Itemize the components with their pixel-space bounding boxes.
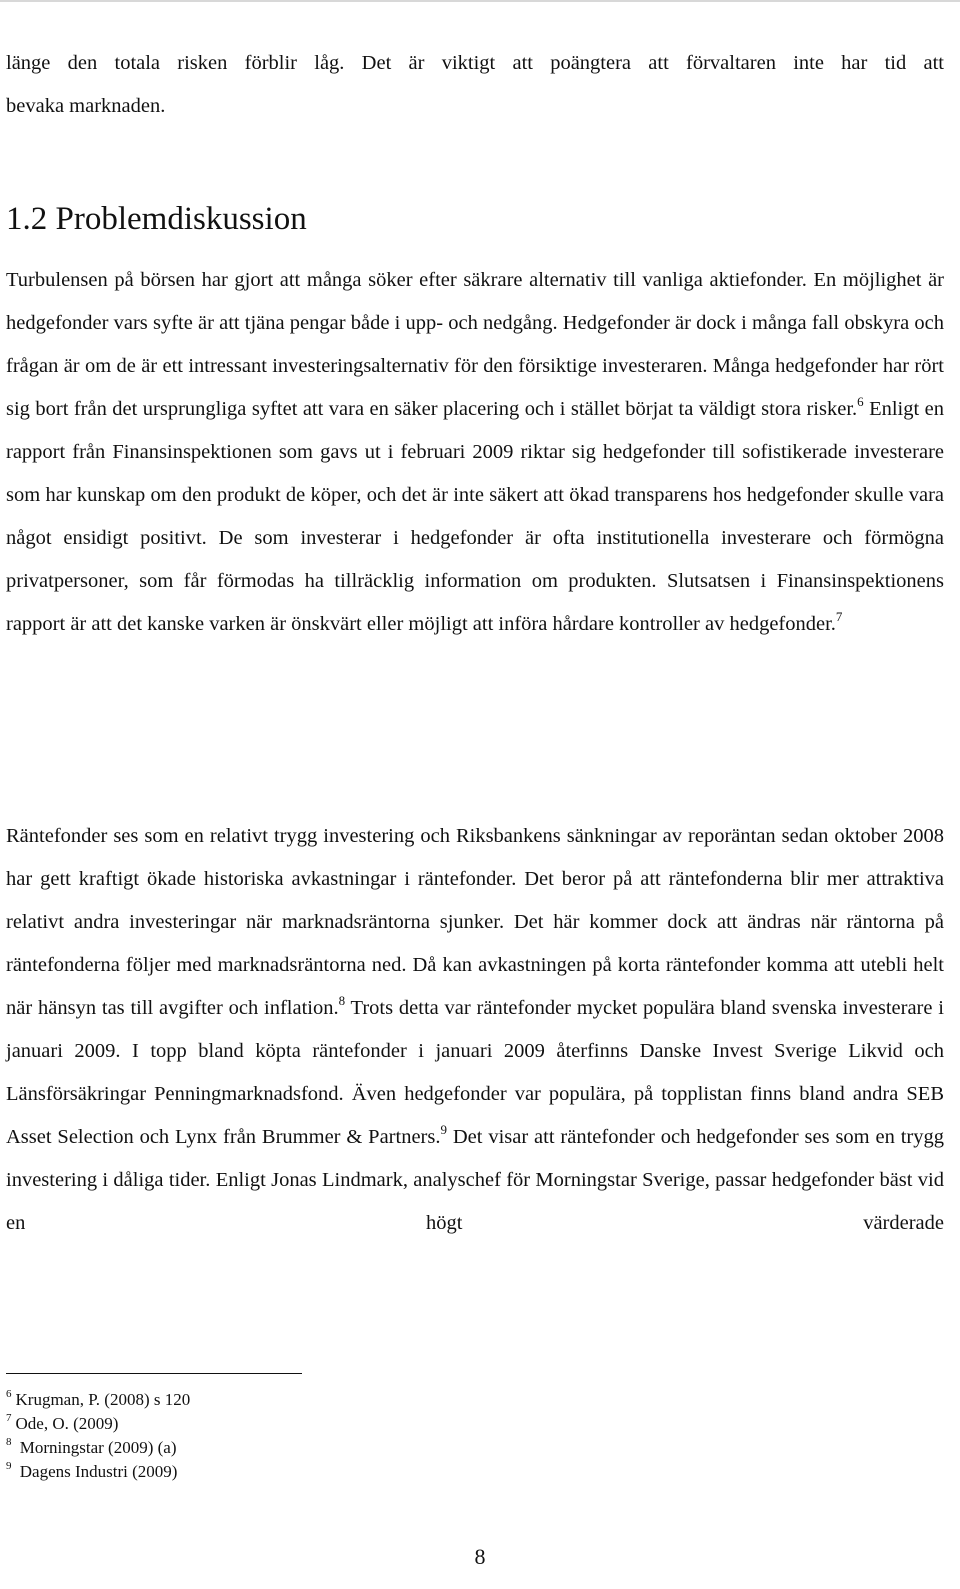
footnote-ref-8: 8: [338, 993, 346, 1008]
section-heading: 1.2 Problemdiskussion: [6, 201, 307, 237]
footnote-text: Ode, O. (2009): [15, 1414, 119, 1433]
top-border: [0, 0, 960, 2]
problem-text-2: Enligt en rapport från Finansinspektionen som gavs ut i februari 2009 riktar sig hedgefonder till sofistikerade investerare som har kunskap om den produkt de köper, och det är inte säkert att ökad transparens hos hedgefonder skulle vara något ensidigt positivt. De som investerar i hedgefonder är ofta institutionella investerare och förmögna privatpersoner, som får förmodas ha tillräcklig information om produkten. Slutsatsen i Finansinspektionens rapport är att det kanske varken är önskvärt eller möjligt att införa hårdare kontroller av hedgefonder.: [6, 398, 944, 635]
footnote-number: 9: [6, 1460, 12, 1472]
footnote-text: Morningstar (2009) (a): [15, 1438, 177, 1457]
footnotes: [6, 1388, 190, 1484]
intro-line-1: länge den totala risken förblir låg. Det är viktigt att poängtera att förvaltaren inte har tid att: [6, 52, 944, 74]
footnote-number: 6: [6, 1388, 12, 1400]
footnote-item: [6, 1388, 190, 1412]
rantefonder-text-3: Det visar att räntefonder och hedgefonder ses som en trygg investering i dåliga tider. Enligt Jonas Lindmark, analyschef för Morningstar Sverige, passar hedgefonder bäst vid en högt värderade: [6, 1126, 944, 1234]
footnote-item: [6, 1460, 190, 1484]
rantefonder-text-2: Trots detta var räntefonder mycket populära bland svenska investerare i januari 2009. I topp bland köpta räntefonder i januari 2009 återfinns Danske Invest Sverige Likvid och Länsförsäkringar Penningmarknadsfond. Även hedgefonder var populära, på topplistan finns bland andra SEB Asset Selection och Lynx från Brummer & Partners.: [6, 997, 944, 1148]
problem-text-1: Turbulensen på börsen har gjort att många söker efter säkrare alternativ till vanliga aktiefonder. En möjlighet är hedgefonder vars syfte är att tjäna pengar både i upp- och nedgång. Hedgefonder är dock i många fall obskyra och frågan är om de är ett intressant investeringsalternativ för den försiktige investeraren. Många hedgefonder har rört sig bort från det ursprungliga syftet att vara en säker placering och i stället börjat ta väldigt stora risker.: [6, 269, 944, 420]
footnote-item: [6, 1412, 190, 1436]
footnote-number: 8: [6, 1436, 12, 1448]
footnote-item: [6, 1436, 190, 1460]
footnote-ref-6: 6: [857, 394, 864, 409]
paragraph-intro: [6, 42, 944, 128]
footnote-text: Krugman, P. (2008) s 120: [15, 1390, 191, 1409]
footnote-text: Dagens Industri (2009): [15, 1462, 178, 1481]
paragraph-rantefonder: [6, 815, 944, 1245]
footnote-separator: [6, 1373, 302, 1374]
paragraph-problem: [6, 259, 944, 646]
footnote-ref-9: 9: [440, 1122, 447, 1137]
footnote-ref-7: 7: [835, 609, 843, 624]
intro-line-2: bevaka marknaden.: [6, 95, 166, 117]
page-number: 8: [474, 1544, 486, 1569]
footnote-number: 7: [6, 1412, 12, 1424]
rantefonder-text-1: Räntefonder ses som en relativt trygg investering och Riksbankens sänkningar av reporäntan sedan oktober 2008 har gett kraftigt ökade historiska avkastningar i räntefonder. Det beror på att räntefonderna blir mer attraktiva relativt andra investeringar när marknadsräntorna sjunker. Det här kommer dock att ändras när räntorna på räntefonderna följer med marknadsräntorna ned. Då kan avkastningen på korta räntefonder komma att utebli helt när hänsyn tas till avgifter och inflation.: [6, 825, 944, 1019]
